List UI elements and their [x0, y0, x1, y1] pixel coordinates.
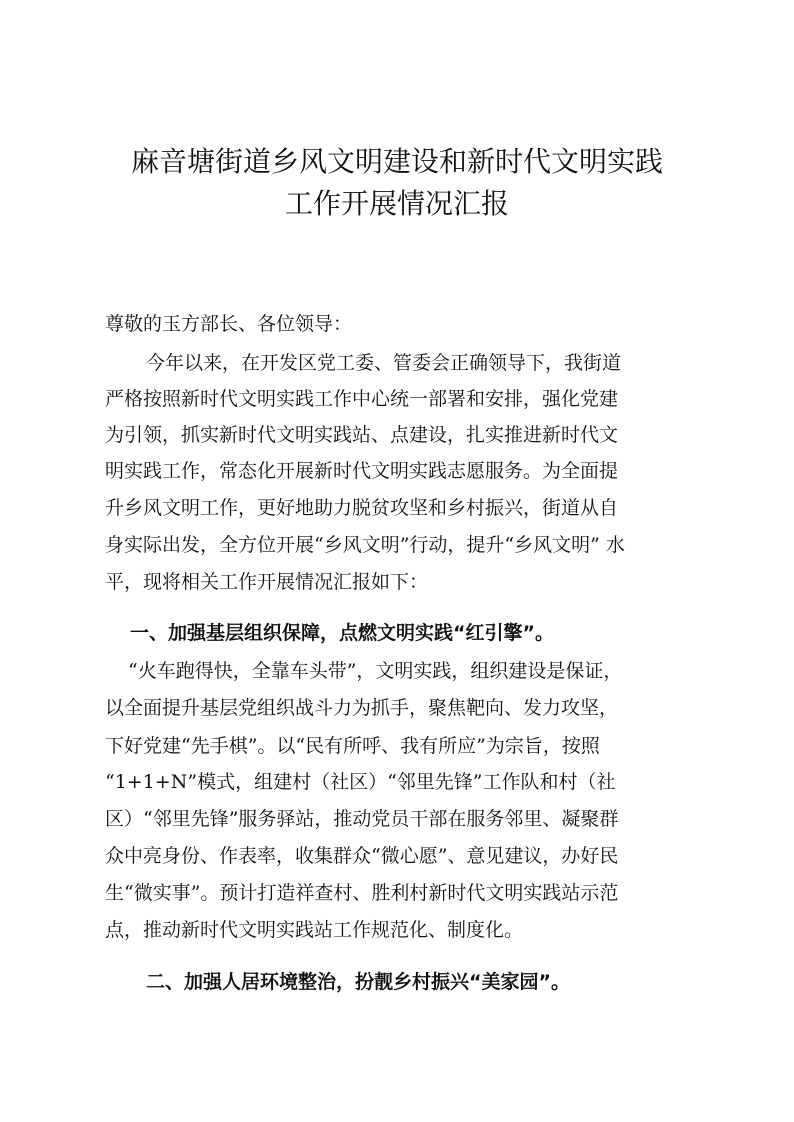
section-2-heading: 二、加强人居环境整治，扮靓乡村振兴“美家园”。	[146, 971, 570, 993]
section-1-line: “1+1+N”模式，组建村（社区）“邻里先锋”工作队和村（社	[105, 771, 616, 793]
section-1-line: 点，推动新时代文明实践站工作规范化、制度化。	[105, 919, 524, 941]
salutation: 尊敬的玉方部长、各位领导：	[105, 313, 353, 335]
intro-line: 明实践工作，常态化开展新时代文明实践志愿服务。为全面提	[105, 460, 619, 482]
section-1-line: 下好党建“先手棋”。以“民有所呼、我有所应”为宗旨，按照	[105, 735, 600, 757]
intro-line: 为引领，抓实新时代文明实践站、点建设，扎实推进新时代文	[105, 424, 619, 446]
section-1-heading: 一、加强基层组织保障，点燃文明实践“红引擎”。	[130, 622, 554, 644]
document-title-line-1: 麻音塘街道乡风文明建设和新时代文明实践	[130, 145, 663, 178]
section-1-line: 生“微实事”。预计打造祥查村、胜利村新时代文明实践站示范	[105, 882, 619, 904]
section-1-line: 众中亮身份、作表率，收集群众“微心愿”、意见建议，办好民	[105, 845, 619, 867]
section-1-line: 区）“邻里先锋”服务驿站，推动党员干部在服务邻里、凝聚群	[105, 808, 619, 830]
document-title-line-2: 工作开展情况汇报	[284, 187, 509, 220]
section-1-line: “火车跑得快，全靠车头带”，文明实践，组织建设是保证，	[128, 660, 623, 682]
intro-line: 平，现将相关工作开展情况汇报如下：	[105, 571, 429, 593]
intro-line: 今年以来，在开发区党工委、管委会正确领导下，我街道	[146, 352, 622, 374]
section-1-line: 以全面提升基层党组织战斗力为抓手，聚焦靶向、发力攻坚，	[105, 697, 619, 719]
intro-line: 身实际出发，全方位开展“乡风文明”行动，提升“乡风文明” 水	[105, 534, 625, 556]
intro-line: 升乡风文明工作，更好地助力脱贫攻坚和乡村振兴，街道从自	[105, 497, 619, 519]
intro-line: 严格按照新时代文明实践工作中心统一部署和安排，强化党建	[105, 388, 619, 410]
